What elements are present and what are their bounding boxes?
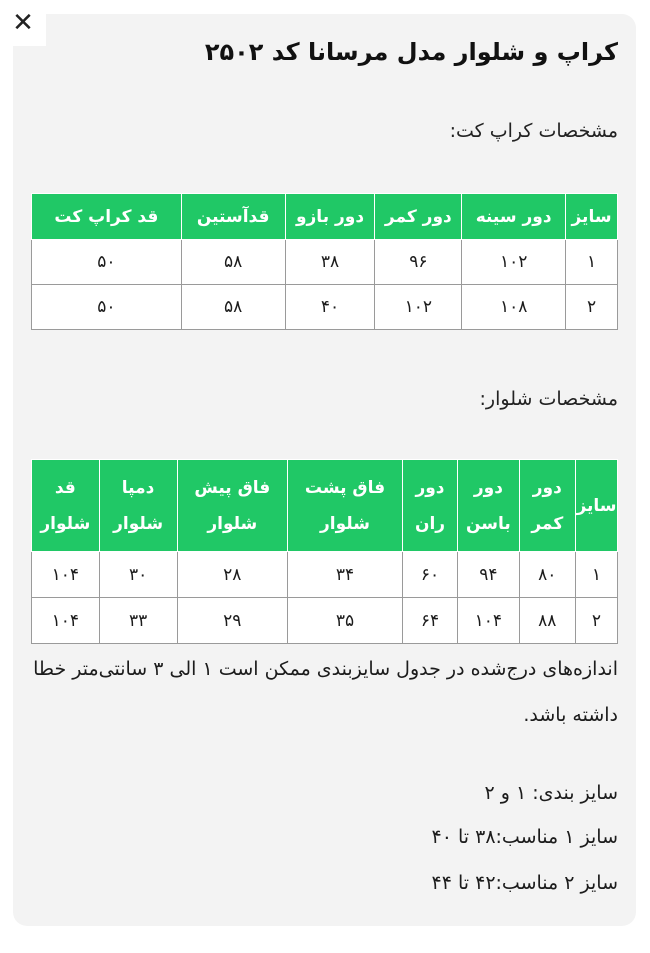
table-cell: ۱۰۸ xyxy=(462,285,566,330)
column-header: سایز xyxy=(566,194,618,240)
table-cell: ۲ xyxy=(566,285,618,330)
table-cell: ۸۰ xyxy=(519,552,575,598)
table-row xyxy=(32,552,618,598)
table-cell: ۵۰ xyxy=(32,240,182,285)
table-cell: ۳۰ xyxy=(99,552,177,598)
column-header: قد کراپ کت xyxy=(32,194,182,240)
table-cell: ۵۰ xyxy=(32,285,182,330)
column-header: فاق پیش شلوار xyxy=(177,460,288,552)
table-cell: ۶۰ xyxy=(402,552,457,598)
table-cell: ۲ xyxy=(575,598,617,644)
close-icon[interactable]: ✕ xyxy=(0,0,46,46)
table-cell: ۱۰۴ xyxy=(458,598,519,644)
table-cell: ۱۰۴ xyxy=(32,598,100,644)
pants-section-label: مشخصات شلوار: xyxy=(479,388,618,410)
size-2-fit: سایز ۲ مناسب:۴۲ تا ۴۴ xyxy=(431,872,618,894)
table-cell: ۹۴ xyxy=(458,552,519,598)
table-row xyxy=(32,285,618,330)
column-header: دور کمر xyxy=(375,194,462,240)
table-header-row xyxy=(32,194,618,240)
table-cell: ۱۰۴ xyxy=(32,552,100,598)
table-cell: ۲۹ xyxy=(177,598,288,644)
column-header: سایز xyxy=(575,460,617,552)
table-cell: ۵۸ xyxy=(181,240,285,285)
column-header: دور باسن xyxy=(458,460,519,552)
table-cell: ۱ xyxy=(566,240,618,285)
table-cell: ۶۴ xyxy=(402,598,457,644)
pants-size-table xyxy=(31,459,618,644)
table-cell: ۹۶ xyxy=(375,240,462,285)
column-header: دور سینه xyxy=(462,194,566,240)
column-header: دور بازو xyxy=(285,194,375,240)
table-cell: ۳۸ xyxy=(285,240,375,285)
sizing-info: سایز بندی: ۱ و ۲ xyxy=(484,782,618,804)
table-cell: ۲۸ xyxy=(177,552,288,598)
table-row xyxy=(32,240,618,285)
page-title: کراپ و شلوار مدل مرسانا کد ۲۵۰۲ xyxy=(204,38,618,66)
table-cell: ۱۰۲ xyxy=(462,240,566,285)
table-cell: ۵۸ xyxy=(181,285,285,330)
product-details-card xyxy=(13,14,636,926)
table-cell: ۳۳ xyxy=(99,598,177,644)
table-cell: ۸۸ xyxy=(519,598,575,644)
column-header: فاق پشت شلوار xyxy=(288,460,403,552)
size-accuracy-note: اندازه‌های درج‌شده در جدول سایزبندی ممکن است ۱ الی ۳ سانتی‌متر خطا داشته باشد. xyxy=(33,658,618,726)
table-cell: ۳۴ xyxy=(288,552,403,598)
column-header: قدآستین xyxy=(181,194,285,240)
column-header: دور ران xyxy=(402,460,457,552)
table-cell: ۴۰ xyxy=(285,285,375,330)
table-cell: ۱۰۲ xyxy=(375,285,462,330)
column-header: دمپا شلوار xyxy=(99,460,177,552)
table-row xyxy=(32,598,618,644)
column-header: دور کمر xyxy=(519,460,575,552)
table-header-row xyxy=(32,460,618,552)
column-header: قد شلوار xyxy=(32,460,100,552)
crop-size-table xyxy=(31,193,618,330)
size-1-fit: سایز ۱ مناسب:۳۸ تا ۴۰ xyxy=(431,826,618,848)
table-cell: ۱ xyxy=(575,552,617,598)
crop-section-label: مشخصات کراپ کت: xyxy=(449,120,618,142)
table-cell: ۳۵ xyxy=(288,598,403,644)
